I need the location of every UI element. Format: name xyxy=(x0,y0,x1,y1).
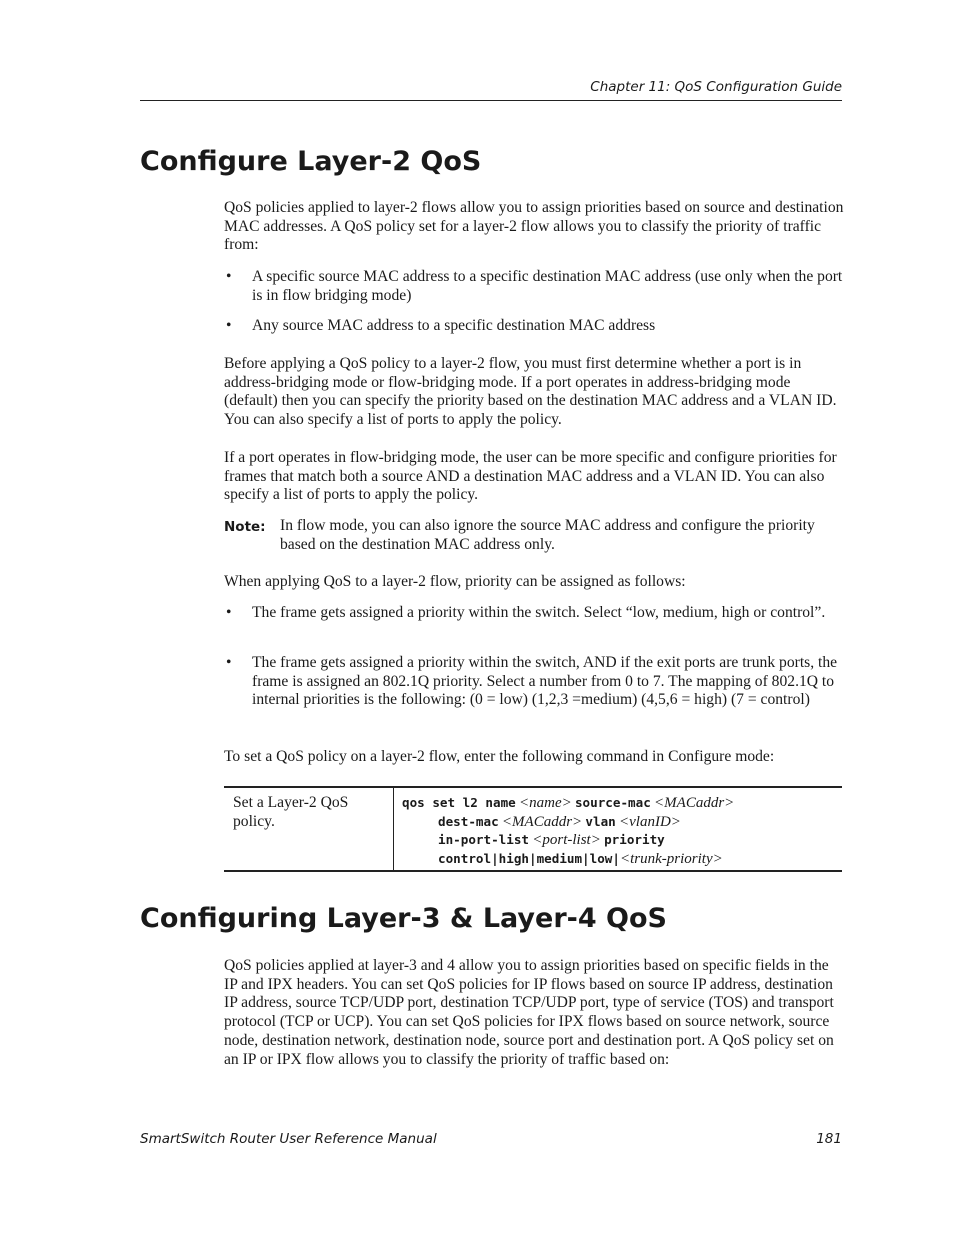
bullet-text: The frame gets assigned a priority within the switch. Select “low, medium, high or control”. xyxy=(252,604,826,621)
command-intro-paragraph: To set a QoS policy on a layer-2 flow, enter the following command in Configure mode: xyxy=(224,748,775,765)
bullet-text: A specific source MAC address to a specific destination MAC address (use only when the port is in flow bridging mode) xyxy=(252,268,843,304)
note-label: Note: xyxy=(224,519,266,535)
command-argument: <MACaddr> xyxy=(501,813,583,830)
layer3-4-intro-paragraph: QoS policies applied at layer-3 and 4 allow you to assign priorities based on specific fields in the IP and IPX headers. You can set QoS policies for IP flows based on source IP address, destination IP address, source TCP/UDP port, destination TCP/UDP port, type of service (TOS) and transport protocol (TCP or UCP). You can set QoS policies for IPX flows based on source network, source node, destination network, destination node, source port and destination port. A QoS policy set on an IP or IPX flow allows you to classify the priority of traffic based on: xyxy=(224,957,834,1068)
running-header: Chapter 11: QoS Configuration Guide xyxy=(590,79,842,95)
note-block xyxy=(224,517,844,554)
bullet-dot: • xyxy=(226,268,232,285)
command-description: Set a Layer-2 QoS policy. xyxy=(233,794,349,830)
command-syntax xyxy=(402,794,832,868)
command-argument: <MACaddr> xyxy=(654,795,735,811)
command-keyword: control|high|medium|low| xyxy=(438,850,620,866)
command-keyword: in-port-list xyxy=(438,832,529,847)
command-keyword: source-mac xyxy=(574,795,651,810)
bullet-item xyxy=(224,654,844,710)
bullet-text: The frame gets assigned a priority within the switch, AND if the exit ports are trunk ports, the frame is assigned an 802.1Q priority. Select a number from 0 to 7. The mapping of 802.1Q to internal priorities is the following: (0 = low) (1,2,3 =medium) (4,5,6 = high) (7 = control) xyxy=(252,654,838,709)
command-argument: <trunk-priority> xyxy=(619,850,723,867)
note-text: In flow mode, you can also ignore the source MAC address and configure the priority based on the destination MAC address only. xyxy=(280,517,815,553)
footer-page-number: 181 xyxy=(816,1131,842,1147)
command-line xyxy=(402,794,832,813)
footer-manual-title: SmartSwitch Router User Reference Manual xyxy=(140,1131,437,1147)
layer2-intro-paragraph: QoS policies applied to layer-2 flows allow you to assign priorities based on source and destination MAC addresses. A QoS policy set for a layer-2 flow allows you to classify the priority of traffic from: xyxy=(224,199,844,254)
table-column-divider xyxy=(393,788,394,870)
bullet-item xyxy=(224,317,844,336)
section-heading-layer2: Configure Layer-2 QoS xyxy=(140,146,482,177)
command-table xyxy=(224,786,842,872)
command-keyword: priority xyxy=(604,832,665,847)
bullet-dot: • xyxy=(226,654,232,671)
priority-assignment-paragraph: When applying QoS to a layer-2 flow, priority can be assigned as follows: xyxy=(224,573,686,590)
command-keyword: qos set l2 name xyxy=(402,795,516,810)
command-line xyxy=(402,813,832,832)
command-line xyxy=(402,850,832,869)
section-heading-layer3-4: Configuring Layer-3 & Layer-4 QoS xyxy=(140,903,667,934)
command-argument: <vlanID> xyxy=(619,813,681,830)
bullet-item xyxy=(224,268,844,305)
bullet-dot: • xyxy=(226,604,232,621)
command-argument: <port-list> xyxy=(532,832,601,848)
bridging-mode-paragraph: Before applying a QoS policy to a layer-2 flow, you must first determine whether a port is in address-bridging mode or flow-bridging mode. If a port operates in address-bridging mode (default) then you can specify the priority based on the destination MAC address and a VLAN ID. You can also specify a list of ports to apply the policy. xyxy=(224,355,837,429)
command-keyword: vlan xyxy=(585,813,616,829)
flow-bridging-paragraph: If a port operates in flow-bridging mode, the user can be more specific and configure priorities for frames that match both a source AND a destination MAC address and a VLAN ID. You can also specify a list of ports to apply the policy. xyxy=(224,449,837,504)
command-argument: <name> xyxy=(518,795,572,811)
bullet-dot: • xyxy=(226,317,232,334)
command-line xyxy=(402,831,832,850)
header-rule xyxy=(140,100,842,101)
bullet-text: Any source MAC address to a specific destination MAC address xyxy=(252,317,656,334)
bullet-item xyxy=(224,604,844,623)
command-keyword: dest-mac xyxy=(438,813,499,829)
